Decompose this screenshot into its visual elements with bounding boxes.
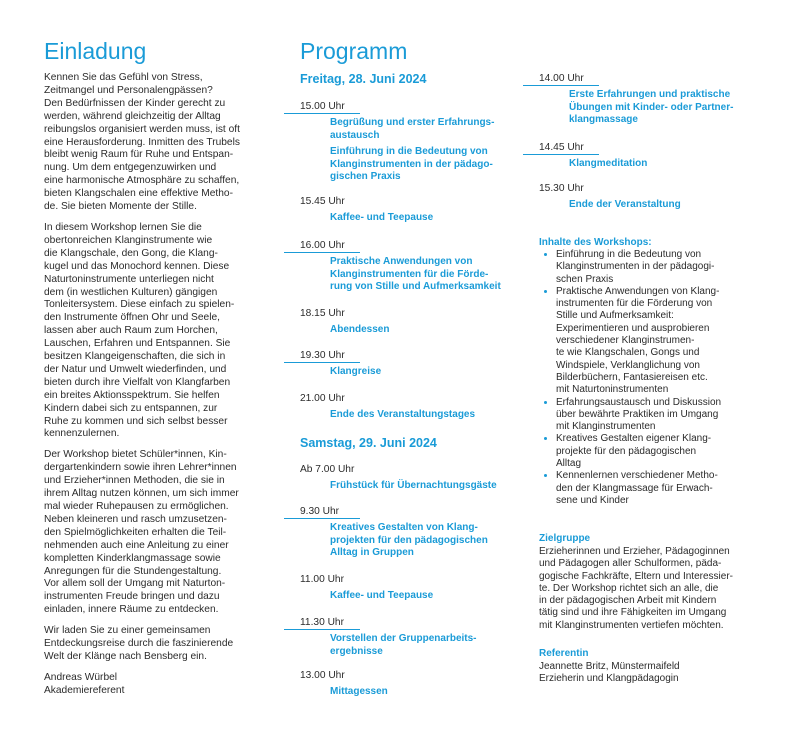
time-divider xyxy=(523,154,599,155)
slot-event: Vorstellen der Gruppenarbeits- ergebnisse xyxy=(330,633,477,657)
slot-time: Ab 7.00 Uhr xyxy=(300,464,355,475)
schedule-slot xyxy=(539,182,761,212)
schedule-slot xyxy=(300,573,522,603)
referentin-heading: Referentin xyxy=(539,648,589,659)
einladung-title: Einladung xyxy=(44,38,147,64)
day-heading-saturday: Samstag, 29. Juni 2024 xyxy=(300,436,437,450)
list-item: • Einführung in die Bedeutung von Klanginstrumenten in der pädagogi- schen Praxis xyxy=(556,249,766,286)
slot-time: 15.00 Uhr xyxy=(300,101,345,112)
slot-event: Kaffee- und Teepause xyxy=(330,212,434,223)
slot-event: Erste Erfahrungen und praktische Übungen mit Kinder- oder Partner- klangmassage xyxy=(569,89,734,125)
schedule-slot xyxy=(300,349,522,379)
list-item: • Erfahrungsaustausch und Diskussion über bewährte Praktiken im Umgang mit Klanginstrumenten xyxy=(556,397,766,434)
slot-event: Ende der Veranstaltung xyxy=(569,199,681,210)
einladung-paragraph: Der Workshop bietet Schüler*innen, Kin- dergartenkindern sowie ihren Lehrer*innen und Erzieher*innen Methoden, die sie in ihrem Alltag nutzen können, um sich immer mal wieder Ruhepausen zu ermöglichen. Neben kleineren und rasch umzusetzen- den Spielmöglichkeiten erhalten die Teil- nehmenden auch eine Anleitung zu einer kompletten Kinderklangmassage sowie Anregungen für die Stundengestaltung. Vor allem soll der Umgang mit Naturton- instrumenten Freude bringen und dazu einladen, innere Räume zu entdecken. xyxy=(44,449,239,616)
slot-event: Begrüßung und erster Erfahrungs- austausch xyxy=(330,117,495,141)
slot-event: Einführung in die Bedeutung von Klanginstrumenten in der pädago- gischen Praxis xyxy=(330,146,493,182)
slot-time: 15.30 Uhr xyxy=(539,183,584,194)
schedule-slot xyxy=(300,669,522,699)
inhalte-list xyxy=(539,249,766,507)
slot-event: Mittagessen xyxy=(330,686,388,697)
slot-time: 19.30 Uhr xyxy=(300,350,345,361)
programm-title: Programm xyxy=(300,38,408,64)
schedule-slot xyxy=(300,307,522,337)
time-divider xyxy=(284,362,360,363)
schedule-slot xyxy=(300,392,522,422)
schedule-slot xyxy=(300,100,522,184)
einladung-paragraph: Kennen Sie das Gefühl von Stress, Zeitmangel und Personalengpässen? Den Bedürfnissen der Kinder gerecht zu werden, während gleichzeitig der Alltag reibungslos organisiert werden muss, ist oft eine Herausforderung. Inmitten des Trubels bleibt wenig Raum für Ruhe und Entspan- nung. Um dem entgegenzuwirken und eine harmonische Atmosphäre zu schaffen, bieten Klangschalen eine effektive Metho- de. Sie bieten Momente der Stille. xyxy=(44,72,240,213)
slot-time: 11.30 Uhr xyxy=(300,617,344,628)
zielgruppe-heading: Zielgruppe xyxy=(539,533,591,544)
slot-event: Praktische Anwendungen von Klanginstrumenten für die Förde- rung von Stille und Aufmerksamkeit xyxy=(330,256,501,292)
slot-time: 14.00 Uhr xyxy=(539,73,584,84)
time-divider xyxy=(284,113,360,114)
time-divider xyxy=(284,629,360,630)
slot-event: Kaffee- und Teepause xyxy=(330,590,434,601)
slot-event: Klangreise xyxy=(330,366,382,377)
schedule-slot xyxy=(539,72,761,127)
referentin-text: Jeannette Britz, Münstermaifeld Erzieherin und Klangpädagogin xyxy=(539,661,680,685)
slot-time: 21.00 Uhr xyxy=(300,393,345,404)
slot-time: 11.00 Uhr xyxy=(300,574,344,585)
slot-event: Ende des Veranstaltungstages xyxy=(330,409,476,420)
slot-event: Frühstück für Übernachtungsgäste xyxy=(330,480,497,491)
slot-time: 16.00 Uhr xyxy=(300,240,345,251)
inhalte-heading: Inhalte des Workshops: xyxy=(539,237,652,248)
signature: Andreas Würbel Akademiereferent xyxy=(44,671,125,696)
list-item: • Kreatives Gestalten eigener Klang- projekte für den pädagogischen Alltag xyxy=(556,433,766,470)
slot-event: Kreatives Gestalten von Klang- projekten für den pädagogischen Alltag in Gruppen xyxy=(330,522,488,558)
zielgruppe-text: Erzieherinnen und Erzieher, Pädagoginnen und Pädagogen aller Schulformen, päda- gogische Fachkräfte, Eltern und Interessier- te. Der Workshop richtet sich an alle, die in der pädagogischen Arbeit mit Kindern tätig sind und ihre Fähigkeiten im Umgang mit Klanginstrumenten vertiefen möchten. xyxy=(539,546,733,631)
time-divider xyxy=(523,85,599,86)
slot-event: Abendessen xyxy=(330,324,390,335)
einladung-paragraph: Wir laden Sie zu einer gemeinsamen Entdeckungsreise durch die faszinierende Welt der Klänge nach Bensberg ein. xyxy=(44,625,234,662)
slot-event: Klangmeditation xyxy=(569,158,648,169)
schedule-slot xyxy=(539,141,761,171)
schedule-slot xyxy=(300,239,522,294)
slot-time: 15.45 Uhr xyxy=(300,196,345,207)
schedule-slot xyxy=(300,616,522,658)
einladung-text xyxy=(44,72,240,706)
schedule-slot xyxy=(300,505,522,560)
time-divider xyxy=(284,252,360,253)
schedule-slot xyxy=(300,195,522,225)
schedule-slot xyxy=(300,463,522,493)
day-heading-friday: Freitag, 28. Juni 2024 xyxy=(300,72,427,86)
slot-time: 14.45 Uhr xyxy=(539,142,584,153)
list-item: • Praktische Anwendungen von Klang- instrumenten für die Förderung von Stille und Aufmerksamkeit: Experimentieren und ausprobieren verschiedener Klanginstrumen- te wie Klangschalen, Gongs und Windspiele, Verklanglichung von Bilderbüchern, Fantasiereisen etc. mit Naturtoninstrumenten xyxy=(556,286,766,397)
einladung-paragraph: In diesem Workshop lernen Sie die obertonreichen Klanginstrumente wie die Klangschale, den Gong, die Klang- kugel und das Monochord kennen. Diese Naturtoninstrumente unterliegen nicht dem (in westlichen Kulturen) gängigen Tonleitersystem. Diese einfach zu spielen- den Instrumente öffnen Ohr und Seele, lassen aber auch Raum zum Horchen, Lauschen, Erfahren und Entspannen. Sie besitzen Klangeigenschaften, die sich in der Natur und Umwelt wiederfinden, und bieten durch ihre Vielfalt von Klangfarben ein breites Aktionsspektrum. Sie helfen Kindern dabei sich zu entspannen, zur Ruhe zu kommen und sich selbst besser kennenzulernen. xyxy=(44,221,235,440)
slot-time: 18.15 Uhr xyxy=(300,308,345,319)
time-divider xyxy=(284,518,360,519)
slot-time: 13.00 Uhr xyxy=(300,670,345,681)
list-item: • Kennenlernen verschiedener Metho- den der Klangmassage für Erwach- sene und Kinder xyxy=(556,470,766,507)
slot-time: 9.30 Uhr xyxy=(300,506,340,517)
